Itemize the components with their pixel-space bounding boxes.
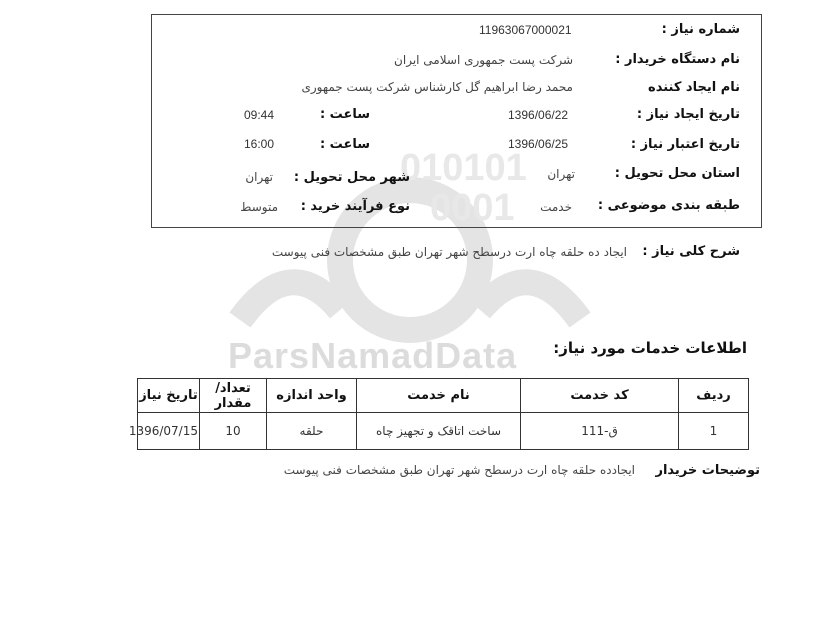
creator-value: محمد رضا ابراهیم گل کارشناس شرکت پست جمهوری (301, 80, 573, 94)
city-value: تهران (245, 170, 273, 184)
created-date-label: تاریخ ایجاد نیاز : (636, 107, 740, 122)
valid-time-value: 16:00 (244, 137, 275, 151)
valid-date-value: 1396/06/25 (508, 137, 569, 151)
column-header-unit: واحد اندازه (267, 379, 357, 413)
cell-unit: حلقه (267, 413, 357, 450)
process-type-label: نوع فرآیند خرید : (300, 199, 410, 214)
province-value: تهران (547, 167, 575, 181)
created-time-value: 09:44 (244, 108, 275, 122)
summary-value: ایجاد ده حلقه چاه ارت درسطح شهر تهران طبق مشخصات فنی پیوست (271, 245, 627, 259)
services-title: اطلاعات خدمات مورد نیاز: (553, 339, 747, 357)
services-table (128, 378, 749, 450)
category-label: طبقه بندی موضوعی : (597, 198, 740, 213)
need-number-label: شماره نیاز : (661, 22, 740, 37)
column-header-service-name: نام خدمت (357, 379, 521, 413)
valid-date-label: تاریخ اعتبار نیاز : (630, 137, 740, 152)
cell-service-name: ساخت اتاقک و تجهیز چاه (357, 413, 521, 450)
valid-time-label: ساعت : (319, 137, 370, 152)
created-date-value: 1396/06/22 (508, 108, 569, 122)
buyer-org-label: نام دستگاه خریدار : (615, 52, 740, 67)
buyer-org-value: شرکت پست جمهوری اسلامی ایران (394, 53, 573, 67)
need-number-value: 11963067000021 (479, 23, 572, 37)
table-row (138, 413, 749, 450)
table-header-row (138, 379, 749, 413)
column-header-need-date: تاریخ نیاز (138, 379, 200, 413)
cell-quantity: 10 (200, 413, 267, 450)
cell-need-date: 1396/07/15 (138, 413, 200, 450)
watermark-text: ParsNamadData (228, 335, 518, 376)
process-type-value: متوسط (240, 200, 278, 214)
city-label: شهر محل تحویل : (293, 170, 410, 185)
creator-label: نام ایجاد کننده (648, 80, 740, 95)
column-header-row-number: ردیف (679, 379, 749, 413)
column-header-service-code: کد خدمت (521, 379, 679, 413)
buyer-notes-label: توضیحات خریدار (655, 463, 760, 478)
column-header-quantity: تعداد/ مقدار (200, 379, 267, 413)
cell-service-code: ق-111 (521, 413, 679, 450)
category-value: خدمت (540, 200, 572, 214)
svg-text:0001: 0001 (430, 187, 515, 229)
province-label: استان محل تحویل : (614, 166, 740, 181)
cell-row-number: 1 (679, 413, 749, 450)
buyer-notes-value: ایجادده حلقه چاه ارت درسطح شهر تهران طبق مشخصات فنی پیوست (283, 463, 635, 477)
summary-label: شرح کلی نیاز : (642, 244, 740, 259)
svg-text:010101: 010101 (400, 147, 527, 189)
created-time-label: ساعت : (319, 107, 370, 122)
